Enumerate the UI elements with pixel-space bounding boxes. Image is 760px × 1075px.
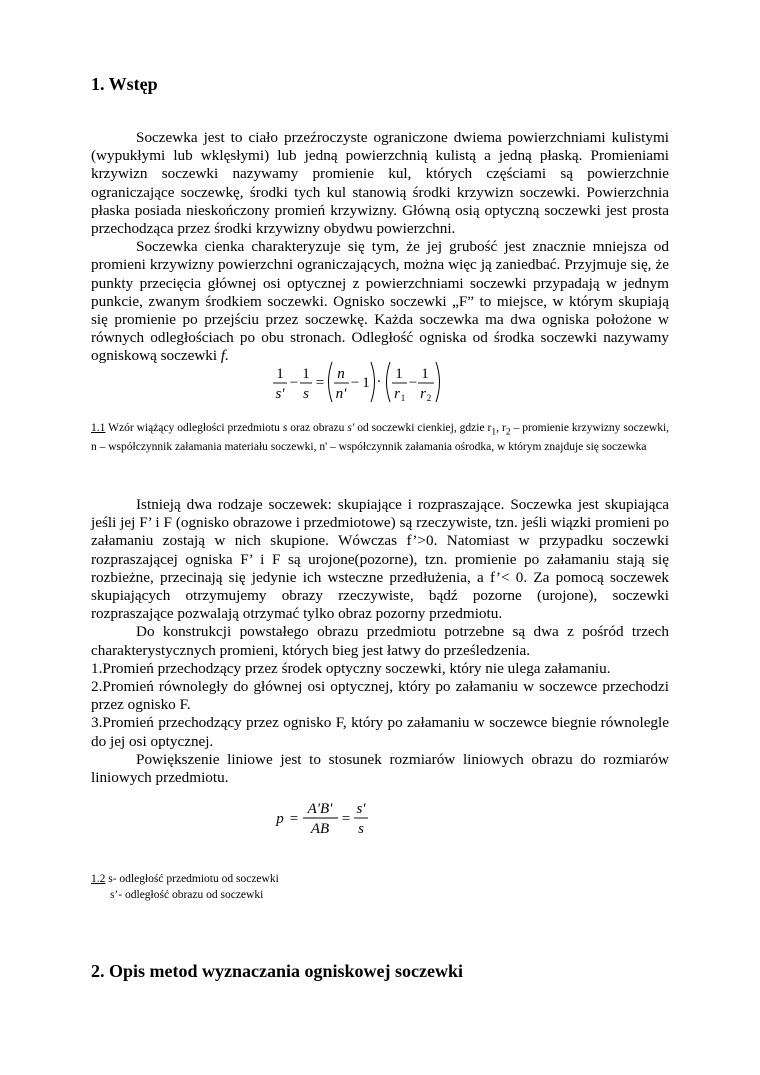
f2-s-prime: s'	[356, 801, 366, 817]
thin-lens-text: Soczewka cienka charakteryzuje się tym, że jej grubość jest znacznie mniejsza od promieni krzywizny powierzchni ograniczających, można więc ją zaniedbać. Przyjmuje się, że punkty przecięcia głównej osi optycznej z powierzchniami soczewki przypadają w jednym punkcie, zwanym środkiem soczewki. Ognisko soczewki „F” to miejsce, w którym skupiają się promienie po przejściu przez soczewkę. Każda soczewka ma dwa ogniska położone w równych odległościach po obu stronach. Odległość ogniska od środka soczewki nazywamy ogniskową soczewki	[91, 238, 669, 365]
f1-minus-2: −	[350, 375, 360, 391]
f1-equals: =	[315, 375, 325, 391]
caption-2-line-1	[91, 872, 669, 888]
f1-minus-3: −	[408, 375, 418, 391]
caption-1-s-prime: s'	[347, 422, 355, 434]
lens-formula	[266, 358, 466, 406]
section-1-title: 1. Wstęp	[91, 74, 158, 94]
caption-1-number: 1.1	[91, 422, 106, 434]
caption-2-text-1: s- odległość przedmiotu od soczewki	[108, 873, 279, 885]
caption-2-number: 1.2	[91, 873, 106, 885]
f1-r2: r	[420, 386, 426, 402]
paragraph-construction: Do konstrukcji powstałego obrazu przedmiotu potrzebne są dwa z pośród trzech charakterystycznych promieni, których bieg jest łatwy do prześledzenia.	[91, 623, 669, 659]
f2-s: s	[358, 821, 364, 837]
f1-r2-sub: 2	[426, 393, 432, 403]
caption-1-text	[91, 421, 669, 455]
paragraph-magnification: Powiększenie liniowe jest to stosunek rozmiarów liniowych obrazu do rozmiarów liniowych przedmiotu.	[91, 750, 669, 787]
f2-denominator: AB	[310, 821, 330, 837]
f1-dot: ·	[376, 374, 382, 390]
f1-minus-1: −	[289, 375, 299, 391]
caption-1-sub-1: 1	[491, 426, 497, 438]
f1-num-2: 1	[302, 366, 310, 382]
f2-equals-2: =	[341, 811, 351, 827]
paragraph-lens-definition: Soczewka jest to ciało przeźroczyste ograniczone dwiema powierzchniami kulistymi (wypukłymi lub wklęsłymi) lub jedną powierzchnią kulistą a jedną płaską. Promieniami krzywizn soczewki nazywamy promienie kul, których częściami są powierzchnie ograniczające soczewkę, środki tych kul stanowią środki krzywizn soczewki. Powierzchnia płaska posiada nieskończony promień krzywizny. Główną osią optyczną soczewki jest prosta przechodząca przez środki krzywizny obydwu powierzchni.	[91, 129, 669, 238]
f1-num-4: 1	[421, 366, 429, 382]
f2-equals-1: =	[289, 811, 299, 827]
f2-p: p	[276, 811, 284, 827]
paragraph-lens-types: Istnieją dwa rodzaje soczewek: skupiające i rozpraszające. Soczewka jest skupiająca jeśli jej F’ i F (ognisko obrazowe i przedmiotowe) są rzeczywiste, tzn. jeśli wiązki promieni po załamaniu zostają w nich skupione. Wówczas f’>0. Natomiast w przypadku soczewki rozpraszającej ogniska F’ i F są urojone(pozorne), tzn. promienie po załamaniu stają się rozbieżne, przecinają się jedynie ich wsteczne przedłużenia, a f’< 0. Za pomocą soczewek skupiających otrzymujemy obrazy rzeczywiste, bądź pozorne (urojone), soczewki rozpraszające pozwalają otrzymać tylko obraz pozorny przedmiotu.	[91, 496, 669, 623]
caption-1-part-c: od soczewki cienkiej, gdzie r	[357, 422, 492, 434]
focal-symbol: f.	[220, 347, 229, 365]
f1-den-s-prime: s'	[275, 386, 285, 402]
f1-one: 1	[362, 375, 370, 391]
section-2-title: 2. Opis metod wyznaczania ogniskowej soczewki	[91, 961, 463, 981]
f1-den-s: s	[303, 386, 309, 402]
caption-1-s: s	[282, 422, 288, 434]
f1-paren-close-1	[371, 362, 375, 402]
f1-r1: r	[394, 386, 400, 402]
caption-1	[91, 421, 669, 455]
magnification-formula	[270, 796, 380, 842]
caption-2	[91, 872, 669, 903]
f1-r1-sub: 1	[400, 393, 406, 403]
list-item-2: 2.Promień równoległy do głównej osi optycznej, który po załamaniu w soczewce przechodzi przez ognisko F.	[91, 678, 669, 714]
intro-text	[91, 129, 669, 366]
lens-types-text	[91, 496, 669, 787]
paragraph-thin-lens	[91, 238, 669, 365]
f1-num-3: 1	[395, 366, 403, 382]
f1-paren-open-2	[387, 362, 391, 402]
caption-1-part-a: Wzór wiążący odległości przedmiotu	[108, 422, 280, 434]
caption-1-part-e: – promienie krzywizny soczewki, n – współczynnik załamania materiału soczewki, n' – współczynnik załamania ośrodka, w którym znajduje się soczewka	[91, 422, 670, 453]
f1-num-1: 1	[276, 366, 284, 382]
f1-n: n	[337, 366, 345, 382]
list-item-3: 3.Promień przechodzący przez ognisko F, który po załamaniu w soczewce biegnie równolegle do jej osi optycznej.	[91, 714, 669, 750]
f1-paren-close-2	[436, 362, 440, 402]
list-item-1: 1.Promień przechodzący przez środek optyczny soczewki, który nie ulega załamaniu.	[91, 659, 611, 677]
f2-numerator: A'B'	[307, 801, 333, 817]
caption-2-line-2: s’- odległość obrazu od soczewki	[110, 888, 264, 901]
f1-n-prime: n'	[335, 386, 347, 402]
caption-1-part-b: oraz obrazu	[290, 422, 345, 434]
caption-1-part-d: , r	[496, 422, 506, 434]
f1-paren-open-1	[329, 362, 333, 402]
caption-1-sub-2: 2	[505, 426, 511, 438]
